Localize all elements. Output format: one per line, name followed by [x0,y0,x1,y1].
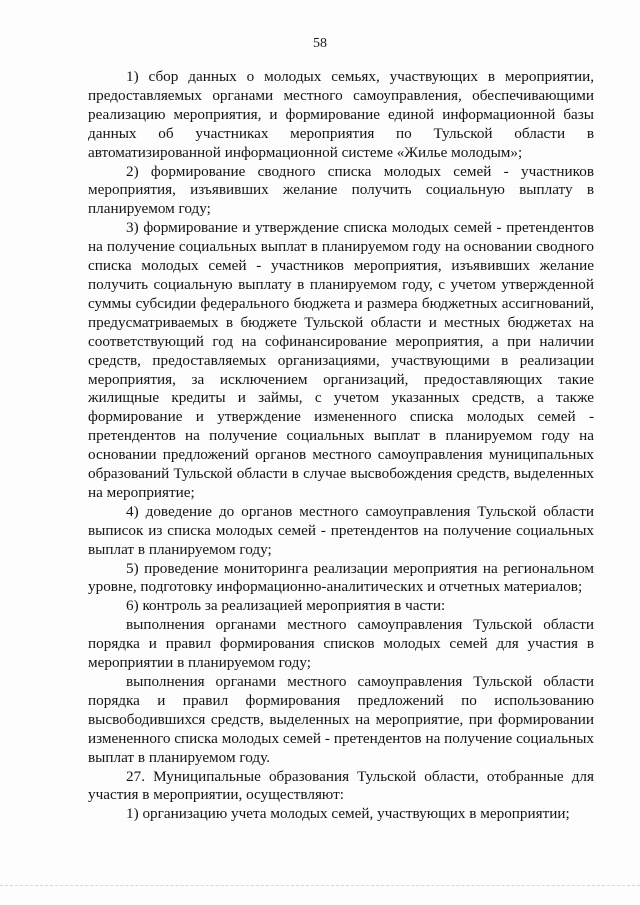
paragraph-section-27: 27. Муниципальные образования Тульской области, отобранные для участия в мероприятии, осуществляют: [88,767,594,804]
paragraph-item-1: 1) сбор данных о молодых семьях, участвующих в мероприятии, предоставляемых органами местного самоуправления, обеспечивающими реализацию мероприятия, и формирование единой информационной базы данных об участниках мероприятия по Тульской области в автоматизированной информационной системе «Жилье молодым»; [88,68,594,161]
paragraph-item-3: 3) формирование и утверждение списка молодых семей - претендентов на получение социальных выплат в планируемом году на основании сводного списка молодых семей - участников мероприятия, изъявивших желание получить социальную выплату в планируемом году, с учетом утвержденной суммы субсидии федерального бюджета и размера бюджетных ассигнований, предусматриваемых в бюджете Тульской области и местных бюджетах на соответствующий год на софинансирование мероприятия, а при наличии средств, предоставляемых организациями, участвующими в реализации мероприятия, за исключением организаций, предоставляющих такие жилищные кредиты и займы, с учетом указанных средств, а также формирование и утверждение измененного списка молодых семей - претендентов на получение социальных выплат в планируемом году на основании предложений органов местного самоуправления муниципальных образований Тульской области в случае высвобождения средств, выделенных на мероприятие; [88,219,594,501]
paragraph-control-1: выполнения органами местного самоуправления Тульской области порядка и правил формирования списков молодых семей для участия в мероприятии в планируемом году; [88,616,594,672]
paragraph-item-5: 5) проведение мониторинга реализации мероприятия на региональном уровне, подготовку информационно-аналитических и отчетных материалов; [88,559,594,596]
paragraph-27-item-1: 1) организацию учета молодых семей, участвующих в мероприятии; [126,805,570,823]
page-number: 58 [313,36,327,51]
paragraph-item-4: 4) доведение до органов местного самоуправления Тульской области выписок из списка молодых семей - претендентов на получение социальных выплат в планируемом году; [88,502,594,558]
paragraph-item-6: 6) контроль за реализацией мероприятия в части: [126,597,446,615]
scan-edge-line [0,885,640,888]
document-body [88,68,594,824]
paragraph-item-2: 2) формирование сводного списка молодых семей - участников мероприятия, изъявивших желание получить социальную выплату в планируемом году; [88,162,594,218]
paragraph-control-2: выполнения органами местного самоуправления Тульской области порядка и правил формирования предложений по использованию высвободившихся средств, выделенных на мероприятие, при формировании измененного списка молодых семей - претендентов на получение социальных выплат в планируемом году. [88,673,594,766]
